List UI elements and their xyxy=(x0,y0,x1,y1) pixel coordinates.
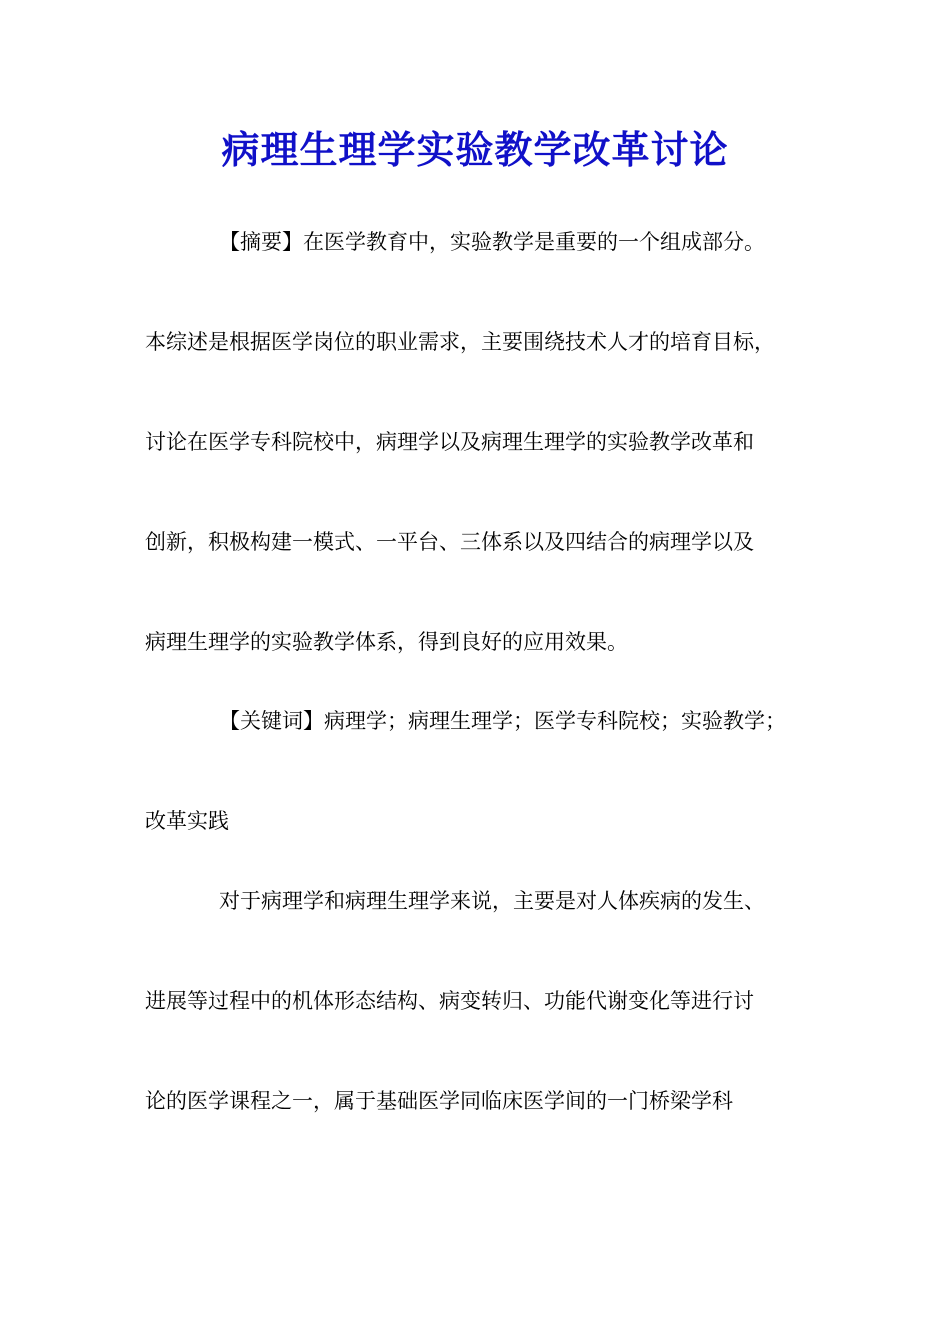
body-line-1: 对于病理学和病理生理学来说，主要是对人体疾病的发生、 xyxy=(219,889,765,913)
abstract-line-3: 讨论在医学专科院校中，病理学以及病理生理学的实验教学改革和 xyxy=(145,430,754,454)
document-title: 病理生理学实验教学改革讨论 xyxy=(221,127,729,172)
body-line-2: 进展等过程中的机体形态结构、病变转归、功能代谢变化等进行讨 xyxy=(145,989,754,1013)
abstract-line-4: 创新，积极构建一模式、一平台、三体系以及四结合的病理学以及 xyxy=(145,530,754,554)
abstract-line-1: 【摘要】在医学教育中，实验教学是重要的一个组成部分。 xyxy=(219,230,765,254)
keywords-line-2: 改革实践 xyxy=(145,809,229,833)
body-line-3: 论的医学课程之一，属于基础医学同临床医学间的一门桥梁学科 xyxy=(145,1089,733,1113)
keywords-line-1: 【关键词】病理学；病理生理学；医学专科院校；实验教学； xyxy=(219,709,786,733)
abstract-line-2: 本综述是根据医学岗位的职业需求，主要围绕技术人才的培育目标， xyxy=(145,330,775,354)
abstract-line-5: 病理生理学的实验教学体系，得到良好的应用效果。 xyxy=(145,630,628,654)
